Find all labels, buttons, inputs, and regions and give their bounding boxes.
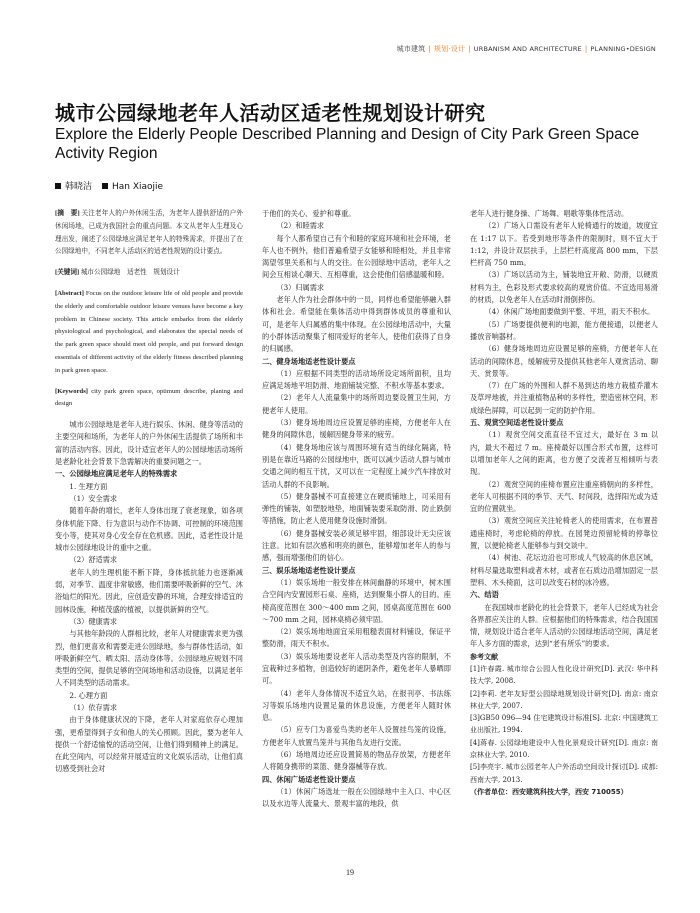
keywords-en <box>55 386 243 412</box>
body-paragraph: （2）观赏空间的座椅布置应注重座椅朝向的多样性，老年人可根据不同的季节、天气、时间段，选择阳光或为适宜的位置就坐。 <box>470 479 658 514</box>
abstract-en <box>55 288 243 378</box>
reference-item: [1]许春霞. 城市综合公园人性化设计研究[D]. 武汉: 华中科技大学, 2008. <box>470 664 658 686</box>
body-paragraph: （4）健身场地应该与周围环境有适当的绿化隔离，特别是在靠近马路的公园绿地中，既可以减少活动人群与城市交通之间的相互干扰，又可以在一定程度上减少汽车排放对活动人群的不良影响。 <box>262 442 451 489</box>
body-paragraph: （3）健康需求 <box>69 616 118 626</box>
body-paragraph: （4）休闲广场地面要做到平整、平坦，雨天不积水。 <box>484 307 655 317</box>
keywords-zh-label: [关键词] <box>55 269 80 277</box>
body-paragraph: （3）娱乐场地要设老年人活动类型及内容的限制，不宜栽种过多植物，创造较好的遮阴条件，避免老年人暴晒即可。 <box>262 651 451 686</box>
section-heading: 六、结语 <box>470 590 499 600</box>
header-section-en-2: PLANNING•DESIGN <box>590 45 656 53</box>
section-heading: 五、观赏空间适老性设计要点 <box>470 418 564 428</box>
author-en: Han Xiaojie <box>112 182 164 192</box>
keywords-en-label: [Keywords] <box>55 387 88 395</box>
square-bullet-icon <box>102 183 108 189</box>
body-paragraph: （6）健身器械安装必须足够牢固，细部设计无尖应该注意。比如有层次感和明亮的颜色，能够增加老年人的参与感，强而增强他们的信心。 <box>262 528 451 563</box>
author-zh: 韩晓洁 <box>65 182 93 192</box>
square-bullet-icon <box>55 183 61 189</box>
body-column-1 <box>55 419 243 776</box>
references-title: 参考文献 <box>470 652 498 661</box>
body-paragraph: （3）观赏空间应关注轮椅老人的使用需求，在布置普通座椅时，考虑轮椅的停放。在园凳边预留轮椅的停靠位置，以便轮椅老人能够参与到交谈中。 <box>470 516 658 551</box>
reference-item: [3]GB50 096—94 住宅建筑设计标准[S]. 北京: 中国建筑工业出版社, 1994. <box>470 714 658 735</box>
body-paragraph-continued: 老年人进行健身操、广场舞、唱歌等集体性活动。 <box>470 209 629 218</box>
body-paragraph: （5）广场要提供便利的电源，能方便接通，以便老人播放音响器材。 <box>470 319 658 341</box>
header-section-zh-1: 城市建筑 <box>396 45 426 53</box>
body-column-2 <box>262 208 451 811</box>
body-paragraph: 在我国城市老龄化的社会背景下，老年人已经成为社会各界都应关注的人群。应根据他们的特殊需求，结合我国国情，规划设计适合老年人活动的公园绿地活动空间，满足老年人多方面的需求，达到“老有所乐”的要求。 <box>470 602 658 649</box>
body-paragraph: （1）安全需求 <box>69 493 118 503</box>
title-en: Explore the Elderly People Described Planning and Design of City Park Green Space Activity Region <box>55 126 640 162</box>
body-paragraph: （2）娱乐场地地面宜采用粗糙表面材料铺设，保证平整防滑，雨天不积水。 <box>262 627 451 649</box>
body-paragraph: 每个人都希望自己有个和睦的家庭环境和社会环境，老年人也不例外，他们普遍希望子女能够和睦相处，并且非常渴望邻里关系和与人的交往。在公园绿地中活动，老年人之间会互相谈心聊天、互相尊重，这会使他们倍感温暖和睦。 <box>262 233 451 280</box>
body-paragraph: （2）广场入口需设有老年人轮椅通行的坡道，坡度宜在 1:17 以下。若受到地形等条件的限制时，则不宜大于 1:12，并设计双层扶手，上层栏杆高度高 800 mm，下层栏杆高 750 mm。 <box>470 221 658 268</box>
reference-item: [2]李莉. 老年友好型公园绿地规划设计研究[D]. 南京: 南京林业大学, 2007. <box>470 689 658 710</box>
body-paragraph: （1）观赏空间交流直径不宜过大，最好在 3 m 以内，最大不超过 7 m。座椅最好以围合形式布置，这样可以增加老年人之间的距离，也方便了交流者互相倾听与表现。 <box>470 430 658 477</box>
column-3 <box>470 208 658 798</box>
author-line <box>55 179 163 192</box>
body-paragraph: 由于身体健康状况的下降，老年人对家庭依存心理加强，更希望得到子女和他人的关心照顾。因此，要为老年人提供一个舒适愉悦的活动空间，让他们得到精神上的满足。在此空间内，可以经常开展适宜的文化娱乐活动，让他们真切感受到社会对 <box>55 715 243 774</box>
references <box>470 651 658 799</box>
body-paragraph: （2）和睦需求 <box>276 221 325 231</box>
keywords-zh-text: 城市公园绿地 适老性 规划设计 <box>80 269 180 277</box>
reference-item: [4]蒋春. 公园绿地建设中人性化景观设计研究[D]. 南京: 南京林业大学, 2010. <box>470 738 658 760</box>
body-paragraph: （1）应根据不同类型的活动场所设定场所面积，且均应满足场地平坦防滑、地面铺装完整、不积水等基本要求。 <box>262 368 451 391</box>
body-paragraph: （2）老年人人流量集中的场所周边要设置卫生间，方便老年人使用。 <box>262 393 451 415</box>
body-paragraph: 老年人的生理机能不断下降，身体抵抗能力也逐渐减弱，对季节、温度非常敏感，他们需要呼吸新鲜的空气、沐浴灿烂的阳光。因此，应创造安静的环境，合理安排适宜的园林设施，种植茂盛的植被，以提供新鲜的空气。 <box>55 567 243 614</box>
body-paragraph: 随着年龄的增长，老年人身体出现了衰老现象，如各项身体机能下降、行为意识与动作不协调、可控制的环境范围变小等，使其对身心安全存在危机感。因此，适老性设计是城市公园绿地设计的重中之重。 <box>55 506 243 553</box>
header-section-en-1: URBANISM AND ARCHITECTURE <box>473 45 582 53</box>
body-paragraph: 1. 生理方面 <box>69 481 108 491</box>
column-1 <box>55 208 243 776</box>
body-paragraph: 老年人作为社会群体中的一员，同样也希望能够融入群体和社会。希望能在集体活动中得到群体成员的尊重和认可，是老年人归属感的集中体现。在公园绿地活动中，大量的小群体活动聚集了相同爱好的老年人，使他们获得了自身的归属感。 <box>262 295 451 354</box>
body-paragraph: （4）老年人身体情况不适宜久站，在报刊亭、书法练习等娱乐场地内设置足量的休息设施，方便老年人随时休息。 <box>262 688 451 723</box>
body-paragraph: （3）健身场地周边应设置足够的座椅，方便老年人在健身的间隙休息，缓解因健身带来的疲劳。 <box>262 418 451 440</box>
body-paragraph: 2. 心理方面 <box>69 690 108 700</box>
journal-header: 城市建筑 | 规划·设计 | URBANISM AND ARCHITECTURE | PLANNING•DESIGN <box>396 45 656 53</box>
reference-list <box>470 663 658 786</box>
keywords-zh <box>55 267 243 280</box>
body-paragraph: （5）健身器械不可直接建立在硬质铺地上，可采用有弹性的铺装，如塑胶地垫，地面铺装要采取防滑、防止跌倒等措施，防止老人使用健身设施时滑倒。 <box>262 491 451 526</box>
section-heading: 一、公园绿地应满足老年人的特殊需求 <box>55 469 178 479</box>
keywords-en-text: city park green space, optimum describe, planing and design <box>55 387 243 408</box>
body-paragraph-continued: 于他们的关心、爱护和尊重。 <box>262 209 356 218</box>
body-paragraph: 城市公园绿地是老年人进行娱乐、休闲、健身等活动的主要空间和场所，为老年人的户外休闲生活提供了场所和丰富的活动内容。因此，设计适宜老年人的公园绿地活动场所是老龄化社会背景下急需解决的重要问题之一。 <box>55 420 243 467</box>
abstract-zh <box>55 208 243 259</box>
section-heading: 四、休闲广场适老性设计要点 <box>262 774 356 784</box>
section-heading: 二、健身场地适老性设计要点 <box>262 356 356 366</box>
body-paragraph: （5）应专门为喜爱鸟类的老年人设置挂鸟笼的设施，方便老年人放置鸟笼并与其他鸟友进行交流。 <box>262 725 451 747</box>
body-paragraph: （7）在广场的外围和人群不易到达的地方栽植乔灌木及草坪地被，并注重植物品种的多样性，塑造密林空间，形成绿色屏障，可以起到一定的防护作用。 <box>470 381 658 415</box>
section-heading: 三、娱乐场地适老性设计要点 <box>262 565 356 575</box>
reference-item: [5]李亮宇. 城市公园老年人户外活动空间设计探讨[D]. 成都: 西南大学, 2013. <box>470 763 658 784</box>
body-paragraph: （3）归属需求 <box>276 282 325 292</box>
body-paragraph: （1）休闲广场选址一般在公园绿地中主入口、中心区以及水边等人流量大、景观丰富的地段，供 <box>262 786 451 809</box>
abstract-zh-text: 关注老年人的户外休闲生活，为老年人提供舒适的户外休闲场地，已成为我国社会的重点问题。本文从老年人生理及心理出发，阐述了公园绿地应满足老年人的特殊需求，并提出了在公园绿地中，不同老年人活动区的适老性规划的设计要点。 <box>55 210 243 256</box>
body-paragraph: （4）树池、花坛边沿也可形成人气较高的休息区域，材料尽量选取塑料或者木材，或者在石质边沿增加固定一层塑料、木头椅面，这可以改变石材的冰冷感。 <box>470 553 658 587</box>
abstract-en-text: Focus on the outdoor leisure life of old people and provide the elderly and comfortable outdoor leisure venues have become a key problem in Chinese society. This article embarks from the elderly physiological and psychological, and elaborates the special needs of the park green space should meet old people, and put forward design essentials of different activity of the elderly fitness described planning in park green space. <box>55 289 243 374</box>
body-paragraph: （1）依存需求 <box>69 702 118 712</box>
body-paragraph: 与其他年龄段的人群相比较，老年人对健康需求更为强烈，他们更喜欢和需要走进公园绿地，参与群体性活动，如呼吸新鲜空气、晒太阳、活动身体等。公园绿地应规划不同类型的空间，提供足够的空间场地和活动设施，以满足老年人不同类型的活动需求。 <box>55 629 243 688</box>
title-zh: 城市公园绿地老年人活动区适老性规划设计研究 <box>55 101 486 125</box>
body-paragraph: （6）健身场地周边应设置足够的座椅，方便老年人在活动的间隙休息，缓解疲劳及提供其他老年人观赏活动、聊天、赏景等。 <box>470 344 658 378</box>
body-paragraph: （6）场地周边还应设置简易的物品存放架，方便老年人将随身携带的菜篮、健身器械等存放。 <box>262 750 451 772</box>
column-2 <box>262 208 451 811</box>
abstract-en-label: [Abstract] <box>55 289 84 297</box>
page-number: 19 <box>346 868 354 877</box>
body-paragraph: （1）娱乐场地一般安排在林间幽静的环境中，树木围合空间内安置园形石桌、座椅，达到聚集小群人的目的。座椅高度范围在 300～400 mm 之间，园桌高度范围在 600～700 mm 之间，园林桌椅必须牢固。 <box>262 577 451 624</box>
body-paragraph: （3）广场以活动为主，铺装地宜开敞、防滑，以硬质材料为主，色彩及形式要求较高的观赏价值。不宜选用易滑的材质，以免老年人在活动时滑倒摔伤。 <box>470 270 658 305</box>
header-section-zh-2: 规划·设计 <box>433 45 466 53</box>
abstract-zh-label: [摘 要] <box>55 210 80 217</box>
body-column-3 <box>470 208 658 651</box>
author-unit: （作者单位：西安建筑科技大学，西安 710055） <box>470 787 628 796</box>
body-paragraph: （2）舒适需求 <box>69 555 118 565</box>
